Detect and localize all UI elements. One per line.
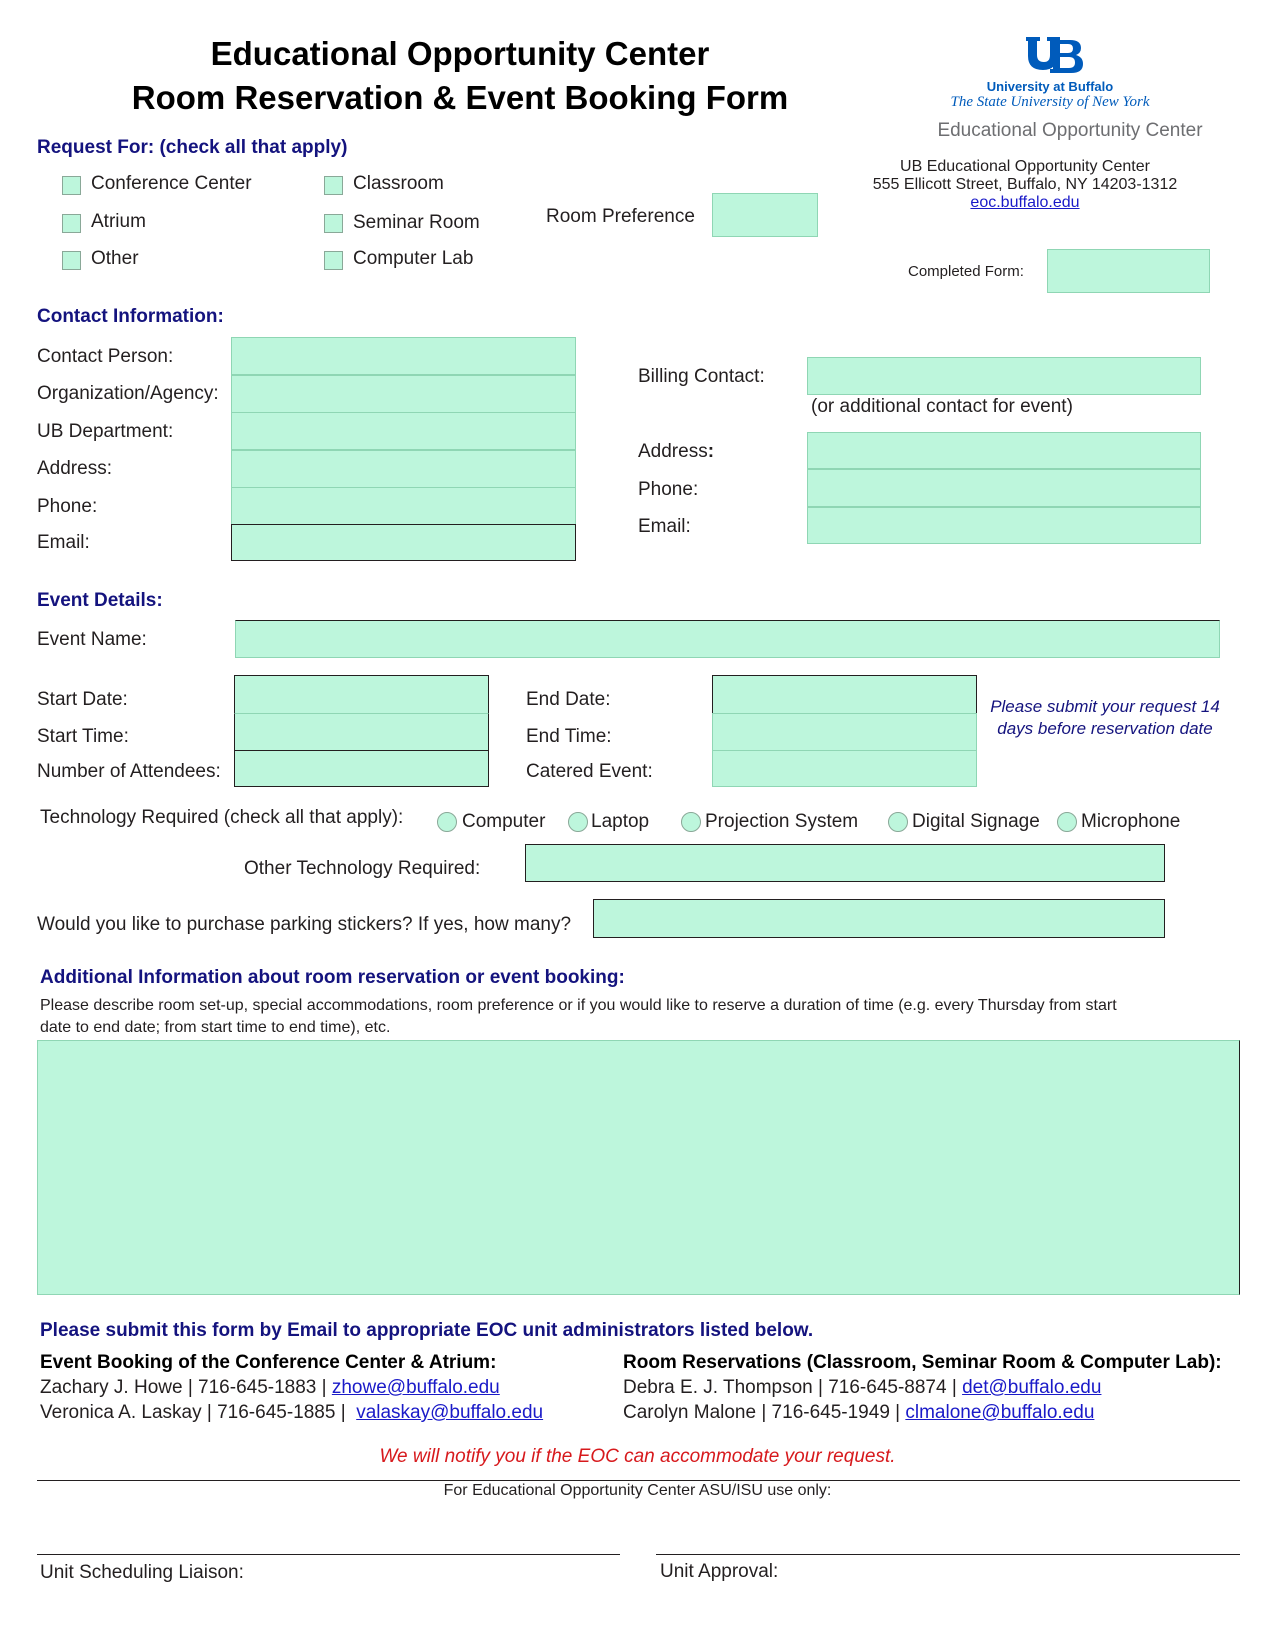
event-name-field[interactable] — [235, 620, 1220, 658]
catered-field[interactable] — [712, 750, 977, 787]
form-title — [60, 32, 860, 120]
additional-info-textarea[interactable] — [37, 1040, 1240, 1295]
zhowe-email-link[interactable]: zhowe@buffalo.edu — [331, 1377, 500, 1398]
billing-phone-label: Phone: — [638, 479, 699, 500]
other-tech-label: Other Technology Required: — [244, 858, 481, 879]
attendees-field[interactable] — [234, 750, 489, 787]
end-time-field[interactable] — [712, 713, 977, 751]
office-use-divider — [37, 1480, 1240, 1481]
submission-notice — [990, 696, 1220, 740]
right-contacts — [623, 1350, 1222, 1425]
eoc-address — [860, 158, 1190, 212]
left-contact-2-text: Veronica A. Laskay | 716-645-1885 | — [40, 1402, 357, 1423]
attendees-label: Number of Attendees: — [37, 761, 221, 782]
catered-label: Catered Event: — [526, 761, 653, 782]
logo-university: University at Buffalo — [986, 79, 1114, 94]
billing-contact-label: Billing Contact: — [638, 366, 765, 387]
parking-label: Would you like to purchase parking stickers? If yes, how many? — [37, 914, 572, 935]
submit-heading: Please submit this form by Email to appropriate EOC unit administrators listed below. — [40, 1320, 814, 1341]
notice-line-2: days before reservation date — [997, 719, 1213, 738]
tech-laptop: Laptop — [591, 811, 650, 832]
additional-description — [40, 995, 1117, 1039]
left-contact-2 — [40, 1400, 543, 1425]
event-name-label: Event Name: — [37, 629, 147, 650]
radio-microphone[interactable] — [1057, 812, 1077, 832]
title-line-1: Educational Opportunity Center — [210, 35, 710, 72]
left-contacts — [40, 1350, 543, 1425]
start-date-field[interactable] — [234, 675, 489, 714]
website-link[interactable]: eoc.buffalo.edu — [970, 194, 1080, 211]
event-heading: Event Details: — [37, 590, 163, 611]
room-preference-label: Room Preference — [546, 206, 695, 227]
end-time-label: End Time: — [526, 726, 612, 747]
right-contact-2-text: Carolyn Malone | 716-645-1949 | — [623, 1402, 906, 1423]
start-date-label: Start Date: — [37, 689, 128, 710]
address-line-2: 555 Ellicott Street, Buffalo, NY 14203-1312 — [872, 176, 1178, 193]
completed-form-field[interactable] — [1047, 249, 1210, 293]
right-contact-1-text: Debra E. J. Thompson | 716-645-8874 | — [623, 1377, 963, 1398]
tech-projection: Projection System — [705, 811, 859, 832]
description-line-2: date to end date; from start time to end time), etc. — [40, 1019, 391, 1036]
option-seminar-room: Seminar Room — [353, 212, 480, 233]
ub-department-label: UB Department: — [37, 421, 174, 442]
organization-field[interactable] — [231, 375, 576, 413]
contact-heading: Contact Information: — [37, 306, 224, 327]
logo-unit: Educational Opportunity Center — [937, 120, 1203, 141]
radio-computer[interactable] — [437, 812, 457, 832]
det-email-link[interactable]: det@buffalo.edu — [962, 1377, 1102, 1398]
checkbox-atrium[interactable] — [62, 214, 81, 233]
billing-address-text: Address — [638, 441, 708, 462]
tech-microphone: Microphone — [1081, 811, 1181, 832]
checkbox-computer-lab[interactable] — [324, 251, 343, 270]
address-field[interactable] — [231, 450, 576, 488]
contact-person-label: Contact Person: — [37, 346, 174, 367]
tech-label: Technology Required (check all that apply): — [40, 807, 404, 828]
checkbox-seminar-room[interactable] — [324, 214, 343, 233]
left-contact-1 — [40, 1375, 543, 1400]
billing-email-field[interactable] — [807, 507, 1201, 544]
liaison-signature-line — [37, 1554, 620, 1555]
right-contact-2 — [623, 1400, 1222, 1425]
notify-message: We will notify you if the EOC can accommodate your request. — [379, 1446, 896, 1467]
option-atrium: Atrium — [91, 211, 146, 232]
billing-note: (or additional contact for event) — [811, 396, 1073, 417]
end-date-field[interactable] — [712, 675, 977, 714]
phone-label: Phone: — [37, 496, 98, 517]
tech-signage: Digital Signage — [912, 811, 1040, 832]
ub-department-field[interactable] — [231, 412, 576, 450]
radio-projection-system[interactable] — [681, 812, 701, 832]
logo-state: The State University of New York — [950, 94, 1150, 110]
parking-field[interactable] — [593, 899, 1165, 938]
billing-address-colon: : — [707, 441, 715, 462]
left-contacts-heading: Event Booking of the Conference Center & Atrium: — [40, 1352, 497, 1373]
phone-field[interactable] — [231, 487, 576, 525]
additional-heading: Additional Information about room reservation or event booking: — [40, 967, 625, 988]
right-contact-1 — [623, 1375, 1222, 1400]
billing-phone-field[interactable] — [807, 469, 1201, 507]
billing-address-label — [638, 441, 714, 463]
ub-mark-icon — [900, 34, 1200, 74]
other-tech-field[interactable] — [525, 844, 1165, 882]
right-contacts-heading: Room Reservations (Classroom, Seminar Room & Computer Lab): — [623, 1352, 1222, 1373]
billing-contact-field[interactable] — [807, 357, 1201, 395]
completed-form-label: Completed Form: — [908, 263, 1024, 280]
email-label: Email: — [37, 532, 90, 553]
billing-email-label: Email: — [638, 516, 691, 537]
checkbox-conference-center[interactable] — [62, 176, 81, 195]
checkbox-classroom[interactable] — [324, 176, 343, 195]
organization-label: Organization/Agency: — [37, 383, 219, 404]
room-preference-field[interactable] — [712, 193, 818, 237]
option-classroom: Classroom — [353, 173, 444, 194]
valaskay-email-link[interactable]: valaskay@buffalo.edu — [356, 1402, 544, 1423]
approval-signature-line — [656, 1554, 1240, 1555]
tech-computer: Computer — [462, 811, 546, 832]
office-use-label: For Educational Opportunity Center ASU/ISU use only: — [443, 1482, 832, 1499]
title-line-2: Room Reservation & Event Booking Form — [131, 79, 789, 116]
billing-address-field[interactable] — [807, 432, 1201, 469]
checkbox-other[interactable] — [62, 251, 81, 270]
contact-person-field[interactable] — [231, 337, 576, 375]
notice-line-1: Please submit your request 14 — [990, 697, 1220, 716]
ub-logo — [900, 34, 1203, 149]
email-field[interactable] — [231, 524, 576, 561]
clmalone-email-link[interactable]: clmalone@buffalo.edu — [905, 1402, 1095, 1423]
left-contact-1-text: Zachary J. Howe | 716-645-1883 | — [40, 1377, 332, 1398]
option-computer-lab: Computer Lab — [353, 248, 474, 269]
end-date-label: End Date: — [526, 689, 611, 710]
start-time-label: Start Time: — [37, 726, 129, 747]
address-label: Address: — [37, 458, 112, 479]
option-conference-center: Conference Center — [91, 173, 252, 194]
liaison-label: Unit Scheduling Liaison: — [40, 1562, 244, 1583]
start-time-field[interactable] — [234, 713, 489, 751]
option-other: Other — [91, 248, 139, 269]
approval-label: Unit Approval: — [660, 1561, 779, 1582]
radio-digital-signage[interactable] — [888, 812, 908, 832]
request-heading: Request For: (check all that apply) — [37, 137, 348, 158]
address-line-1: UB Educational Opportunity Center — [900, 158, 1150, 175]
radio-laptop[interactable] — [568, 812, 588, 832]
description-line-1: Please describe room set-up, special accommodations, room preference or if you would like to reserve a duration of time (e.g. every Thursday from start — [40, 997, 1117, 1014]
